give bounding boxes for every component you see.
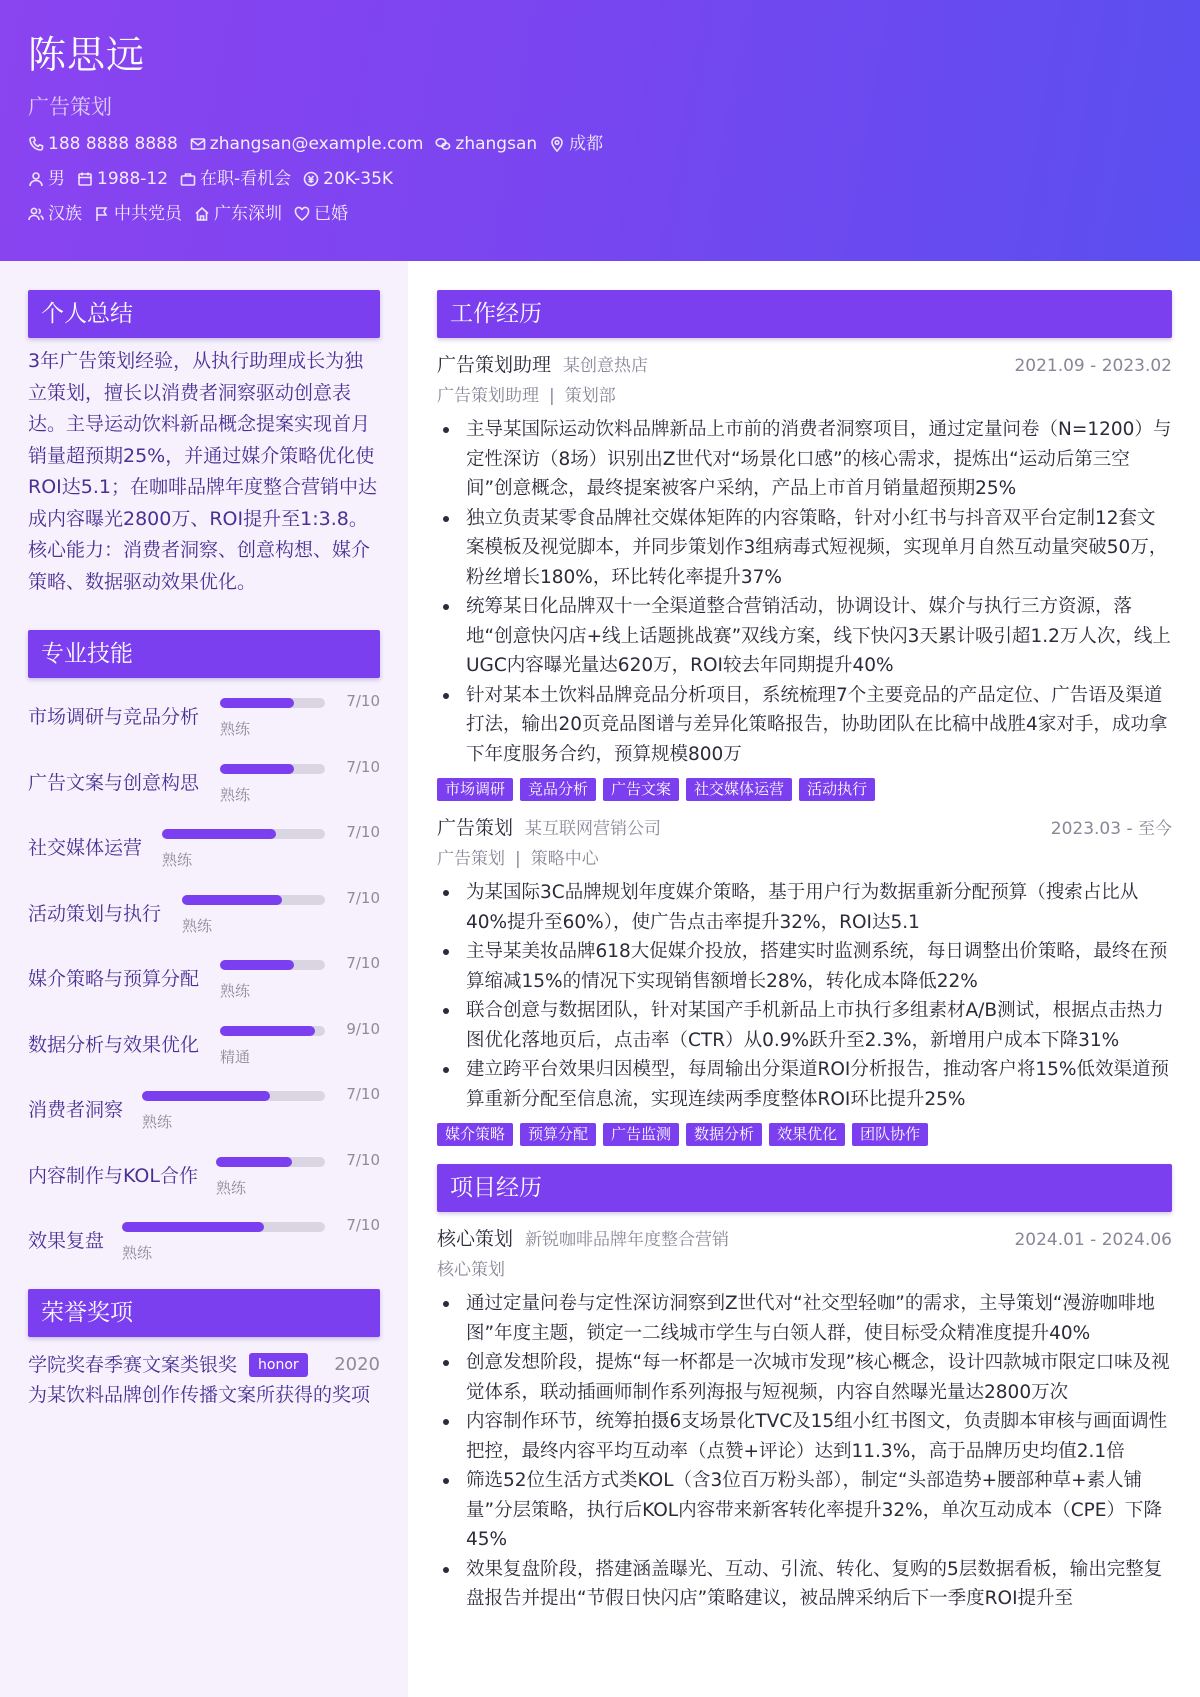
skill-progress-fill <box>142 1091 270 1101</box>
honors-section <box>28 1289 380 1409</box>
skills-section <box>28 630 380 1262</box>
wechat-text: zhangsan <box>455 134 538 154</box>
skill-tag: 效果优化 <box>769 1123 845 1146</box>
list-item: 独立负责某零食品牌社交媒体矩阵的内容策略，针对小红书与抖音双平台定制12套文案模板及视觉脚本，并同步策划作3组病毒式短视频，实现单月自然互动量突破50万，粉丝增长180%，环比转化率提升37% <box>437 504 1172 593</box>
birth-text: 1988-12 <box>97 169 169 189</box>
skill-progress-bar <box>220 764 325 774</box>
skill-name: 市场调研与竞品分析 <box>28 706 200 728</box>
honors-heading: 荣誉奖项 <box>28 1289 380 1337</box>
location-item <box>549 131 603 157</box>
project-bullets <box>437 1289 1172 1614</box>
skill-tag: 预算分配 <box>520 1123 596 1146</box>
honor-description: 为某饮料品牌创作传播文案所获得的奖项 <box>28 1384 371 1406</box>
sidebar <box>0 261 408 1697</box>
skill-tag: 活动执行 <box>799 778 875 801</box>
list-item: 统筹某日化品牌双十一全渠道整合营销活动，协调设计、媒介与执行三方资源，落地“创意快闪店+线上话题挑战赛”双线方案，线下快闪3天累计吸引超1.2万人次，线上UGC内容曝光量达620万，ROI较去年同期提升40% <box>437 592 1172 681</box>
list-item: 联合创意与数据团队，针对某国产手机新品上市执行多组素材A/B测试，根据点击热力图优化落地页后，点击率（CTR）从0.9%跃升至2.3%，新增用户成本下降31% <box>437 996 1172 1055</box>
ethnicity-item <box>28 201 82 227</box>
skill-progress-fill <box>162 829 276 839</box>
job-header <box>437 352 1172 379</box>
job-department: 策略中心 <box>530 849 599 869</box>
birth-item <box>77 166 168 192</box>
job-bullets <box>437 878 1172 1114</box>
job-tags <box>437 778 1172 801</box>
list-item: 主导某美妆品牌618大促媒介投放，搭建实时监测系统，每日调整出价策略，最终在预算缩减15%的情况下实现销售额增长28%，转化成本降低22% <box>437 937 1172 996</box>
phone-item <box>28 131 178 157</box>
work-heading: 工作经历 <box>437 290 1172 338</box>
list-item: 创意发想阶段，提炼“每一杯都是一次城市发现”核心概念，设计四款城市限定口味及视觉体系，联动插画师制作系列海报与短视频，内容自然曝光量达2800万次 <box>437 1348 1172 1407</box>
job-subtitle <box>437 846 1172 872</box>
skill-tag: 竞品分析 <box>520 778 596 801</box>
gender-text: 男 <box>48 169 65 189</box>
mail-icon <box>190 136 206 152</box>
skill-progress-bar <box>182 895 325 905</box>
briefcase-icon <box>180 171 196 187</box>
hometown-text: 广东深圳 <box>214 204 282 224</box>
job-entry <box>437 815 1172 1146</box>
people-icon <box>28 206 44 222</box>
job-date: 2021.09 - 2023.02 <box>1014 356 1172 376</box>
skill-item <box>28 954 380 1010</box>
skill-level: 熟练 <box>142 1113 173 1131</box>
skill-progress-fill <box>220 1026 315 1036</box>
status-text: 在职-看机会 <box>200 169 292 189</box>
skill-item <box>28 889 380 945</box>
job-bullets <box>437 415 1172 769</box>
skill-level: 熟练 <box>182 916 213 935</box>
candidate-name: 陈思远 <box>28 33 146 77</box>
job-position: 广告策划 <box>437 849 505 869</box>
job-position: 广告策划助理 <box>437 386 539 406</box>
skill-item <box>28 692 380 748</box>
skill-progress-bar <box>220 1026 325 1036</box>
separator: | <box>549 386 555 406</box>
job-title: 广告策划 <box>437 817 514 839</box>
marital-item <box>294 201 348 227</box>
list-item: 建立跨平台效果归因模型，每周输出分渠道ROI分析报告，推动客户将15%低效渠道预算重新分配至信息流，实现连续两季度整体ROI环比提升25% <box>437 1055 1172 1114</box>
skill-tag: 团队协作 <box>852 1123 928 1146</box>
skill-progress-bar <box>220 960 325 970</box>
skill-name: 消费者洞察 <box>28 1099 124 1121</box>
skill-level: 熟练 <box>220 785 251 804</box>
project-subtitle: 核心策划 <box>437 1260 505 1280</box>
project-role: 核心策划 <box>437 1228 514 1250</box>
party-text: 中共党员 <box>114 204 182 224</box>
email-text: zhangsan@example.com <box>209 134 424 154</box>
skill-name: 活动策划与执行 <box>28 902 162 925</box>
skill-name: 社交媒体运营 <box>28 837 143 859</box>
list-item: 内容制作环节，统筹拍摄6支场景化TVC及15组小红书图文，负责脚本审核与画面调性把控，最终内容平均互动率（点赞+评论）达到11.3%，高于品牌历史均值2.1倍 <box>437 1407 1172 1466</box>
skill-level: 熟练 <box>220 720 251 738</box>
job-title: 广告策划助理 <box>437 354 552 376</box>
skill-score: 7/10 <box>346 888 380 907</box>
honor-year: 2020 <box>334 1354 380 1375</box>
skill-item <box>28 758 380 814</box>
skill-progress-bar <box>122 1222 325 1232</box>
skill-tag: 广告监测 <box>603 1123 679 1146</box>
skill-tag: 社交媒体运营 <box>686 778 792 801</box>
list-item: 筛选52位生活方式类KOL（含3位百万粉头部），制定“头部造势+腰部种草+素人铺量”分层策略，执行后KOL内容带来新客转化率提升32%，单次互动成本（CPE）下降45% <box>437 1466 1172 1555</box>
job-entry <box>437 352 1172 801</box>
skill-progress-fill <box>220 764 294 774</box>
skill-tag: 数据分析 <box>686 1123 762 1146</box>
flag-icon <box>94 206 110 222</box>
skill-progress-fill <box>220 960 294 970</box>
job-company: 某创意热店 <box>563 356 649 376</box>
job-date: 2023.03 - 至今 <box>1050 819 1172 839</box>
list-item: 主导某国际运动饮料品牌新品上市前的消费者洞察项目，通过定量问卷（N=1200）与定性深访（8场）识别出Z世代对“场景化口感”的核心需求，提炼出“运动后第三空间”创意概念，最终提案被客户采纳，产品上市首月销量超预期25% <box>437 415 1172 504</box>
salary-text: 20K-35K <box>323 169 394 189</box>
list-item: 针对某本土饮料品牌竞品分析项目，系统梳理7个主要竞品的产品定位、广告语及渠道打法，输出20页竞品图谱与差异化策略报告，协助团队在比稿中战胜4家对手，成功拿下年度服务合约，预算规模800万 <box>437 681 1172 770</box>
skill-score: 7/10 <box>346 954 380 972</box>
job-tags <box>437 1123 1172 1146</box>
calendar-icon <box>77 171 93 187</box>
skill-name: 效果复盘 <box>28 1230 105 1252</box>
skill-level: 精通 <box>220 1047 251 1066</box>
project-date: 2024.01 - 2024.06 <box>1014 1230 1172 1250</box>
hometown-item <box>194 201 282 227</box>
skill-progress-bar <box>142 1091 325 1101</box>
skill-score: 9/10 <box>346 1019 380 1038</box>
skill-tag: 广告文案 <box>603 778 679 801</box>
ethnicity-text: 汉族 <box>48 204 82 224</box>
status-item <box>180 166 291 192</box>
skill-level: 熟练 <box>162 851 193 869</box>
skill-item <box>28 1020 380 1076</box>
skill-score: 7/10 <box>346 1085 380 1103</box>
skill-progress-fill <box>182 895 282 905</box>
skill-item <box>28 823 380 879</box>
party-item <box>94 201 182 227</box>
user-icon <box>28 171 44 187</box>
wechat-icon <box>435 136 451 152</box>
contact-row <box>28 131 1200 157</box>
summary-text: 3年广告策划经验，从执行助理成长为独立策划，擅长以消费者洞察驱动创意表达。主导运动饮料新品概念提案实现首月销量超预期25%，并通过媒介策略优化使ROI达5.1；在咖啡品牌年度整合营销中达成内容曝光2800万、ROI提升至1:3.8。核心能力：消费者洞察、创意构想、媒介策略、数据驱动效果优化。 <box>28 350 377 593</box>
honor-badge: honor <box>249 1353 308 1377</box>
skill-score: 7/10 <box>346 757 380 776</box>
skill-score: 7/10 <box>346 1150 380 1169</box>
skill-progress-bar <box>162 829 325 839</box>
personal-row <box>28 166 1200 192</box>
list-item: 通过定量问卷与定性深访洞察到Z世代对“社交型轻咖”的需求，主导策划“漫游咖啡地图”年度主题，锁定一二线城市学生与白领人群，使目标受众精准度提升40% <box>437 1289 1172 1348</box>
skill-level: 熟练 <box>220 982 251 1000</box>
location-icon <box>549 136 565 152</box>
list-item: 为某国际3C品牌规划年度媒介策略，基于用户行为数据重新分配预算（搜索占比从40%提升至60%），使广告点击率提升32%，ROI达5.1 <box>437 878 1172 937</box>
skill-item <box>28 1085 380 1141</box>
skill-progress-bar <box>220 698 325 708</box>
job-department: 策划部 <box>564 386 616 406</box>
home-icon <box>194 206 210 222</box>
location-text: 成都 <box>569 134 604 154</box>
separator: | <box>515 849 521 869</box>
salary-item <box>303 166 393 192</box>
background-row <box>28 201 1200 227</box>
skill-progress-fill <box>220 698 294 708</box>
project-heading: 项目经历 <box>437 1164 1172 1212</box>
marital-text: 已婚 <box>314 204 348 224</box>
main-content <box>437 290 1172 1614</box>
wechat-item <box>435 131 537 157</box>
skill-name: 媒介策略与预算分配 <box>28 968 200 990</box>
list-item: 效果复盘阶段，搭建涵盖曝光、互动、引流、转化、复购的5层数据看板，输出完整复盘报告并提出“节假日快闪店”策略建议，被品牌采纳后下一季度ROI提升至 <box>437 1555 1172 1614</box>
project-entry <box>437 1226 1172 1614</box>
skill-score: 7/10 <box>346 823 380 841</box>
skill-progress-bar <box>216 1157 325 1167</box>
skills-heading: 专业技能 <box>28 630 380 678</box>
summary-section <box>28 290 380 598</box>
summary-heading: 个人总结 <box>28 290 380 338</box>
skill-score: 7/10 <box>346 692 380 710</box>
phone-icon <box>28 136 44 152</box>
gender-item <box>28 166 65 192</box>
skill-item <box>28 1216 380 1272</box>
salary-icon <box>303 171 319 187</box>
project-header <box>437 1226 1172 1253</box>
project-name: 新锐咖啡品牌年度整合营销 <box>525 1230 730 1250</box>
job-header <box>437 815 1172 842</box>
honor-item <box>28 1351 380 1379</box>
skill-tag: 市场调研 <box>437 778 513 801</box>
skill-progress-fill <box>122 1222 264 1232</box>
email-item <box>190 131 424 157</box>
skill-name: 数据分析与效果优化 <box>28 1033 200 1056</box>
skill-level: 熟练 <box>122 1244 153 1262</box>
skill-name: 广告文案与创意构思 <box>28 771 200 794</box>
skill-item <box>28 1151 380 1207</box>
skill-progress-fill <box>216 1157 292 1167</box>
job-subtitle <box>437 383 1172 409</box>
heart-icon <box>294 206 310 222</box>
skill-tag: 媒介策略 <box>437 1123 513 1146</box>
phone-text: 188 8888 8888 <box>48 134 178 154</box>
job-company: 某互联网营销公司 <box>525 819 662 839</box>
honor-name: 学院奖春季赛文案类银奖 <box>28 1354 238 1376</box>
candidate-role: 广告策划 <box>28 95 112 119</box>
skill-score: 7/10 <box>346 1216 380 1234</box>
skill-name: 内容制作与KOL合作 <box>28 1164 198 1187</box>
resume-header <box>0 0 1200 261</box>
skill-level: 熟练 <box>216 1178 247 1197</box>
